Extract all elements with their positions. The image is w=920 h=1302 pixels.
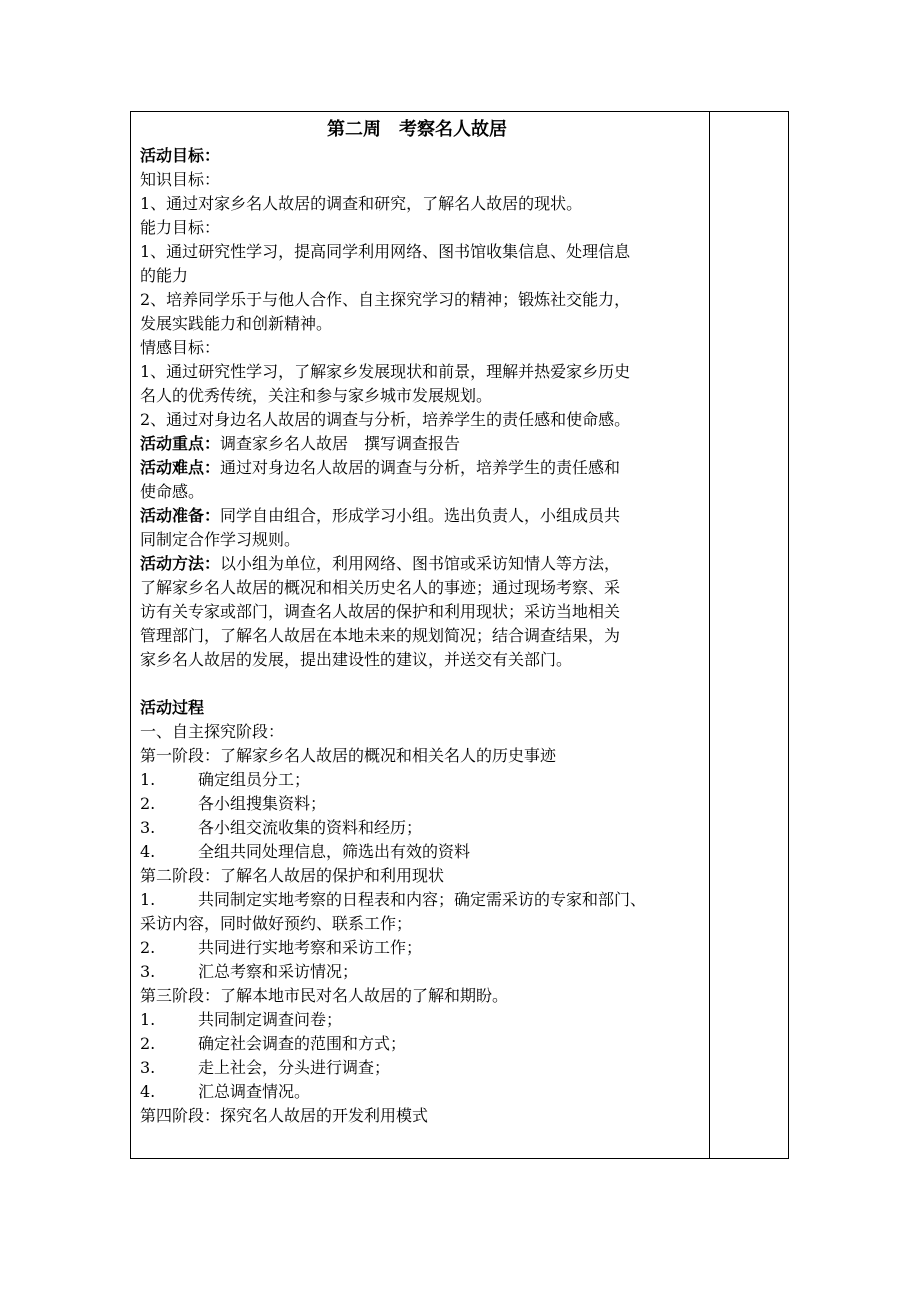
stage-3-step: 1. 共同制定调查问卷； — [140, 1010, 343, 1029]
stage-1-step: 4. 全组共同处理信息，筛选出有效的资料 — [140, 842, 471, 861]
stage-3-step: 4. 汇总调查情况。 — [140, 1082, 311, 1101]
stage-1-step: 2. 各小组搜集资料； — [140, 794, 327, 813]
key-points-row — [140, 432, 710, 456]
preparation-text-cont: 同制定合作学习规则。 — [140, 530, 301, 549]
spacer — [140, 672, 710, 696]
knowledge-heading: 知识目标： — [140, 170, 221, 189]
emotion-heading: 情感目标： — [140, 338, 221, 357]
stage-2-step: 2. 共同进行实地考察和采访工作； — [140, 938, 423, 957]
stage-2-title: 第二阶段：了解名人故居的保护和利用现状 — [140, 866, 445, 885]
preparation-label: 活动准备： — [140, 506, 221, 525]
ability-item-2-cont: 发展实践能力和创新精神。 — [140, 314, 333, 333]
difficulty-label: 活动难点： — [140, 458, 221, 477]
stage-2-step: 1. 共同制定实地考察的日程表和内容；确定需采访的专家和部门、 — [140, 890, 647, 909]
emotion-item-1-cont: 名人的优秀传统，关注和参与家乡城市发展规划。 — [140, 386, 493, 405]
method-label: 活动方法： — [140, 554, 221, 573]
stage-2-step: 3. 汇总考察和采访情况； — [140, 962, 359, 981]
method-text: 以小组为单位，利用网络、图书馆或采访知情人等方法， — [220, 554, 621, 573]
page-title: 第二周 考察名人故居 — [327, 119, 507, 140]
main-content-cell — [140, 116, 710, 1128]
ability-item-2: 2、培养同学乐于与他人合作、自主探究学习的精神；锻炼社交能力， — [140, 290, 631, 309]
stage-4-title: 第四阶段：探究名人故居的开发利用模式 — [140, 1106, 429, 1125]
difficulty-text: 通过对身边名人故居的调查与分析，培养学生的责任感和 — [220, 458, 621, 477]
emotion-item-2: 2、通过对身边名人故居的调查与分析，培养学生的责任感和使命感。 — [140, 410, 631, 429]
stage-3-title: 第三阶段：了解本地市民对名人故居的了解和期盼。 — [140, 986, 509, 1005]
method-text-line-5: 家乡名人故居的发展，提出建设性的建议，并送交有关部门。 — [140, 650, 573, 669]
stage-3-step: 2. 确定社会调查的范围和方式； — [140, 1034, 407, 1053]
stage-1-step: 1. 确定组员分工； — [140, 770, 311, 789]
method-text-line-2: 了解家乡名人故居的概况和相关历史名人的事迹；通过现场考察、采 — [140, 578, 621, 597]
ability-item-1-cont: 的能力 — [140, 266, 189, 285]
difficulty-text-cont: 使命感。 — [140, 482, 205, 501]
process-heading: 活动过程 — [140, 698, 205, 717]
preparation-row — [140, 504, 710, 528]
method-row — [140, 552, 710, 576]
stage-1-step: 3. 各小组交流收集的资料和经历； — [140, 818, 423, 837]
preparation-text: 同学自由组合，形成学习小组。选出负责人，小组成员共 — [220, 506, 621, 525]
goals-heading: 活动目标： — [140, 146, 221, 165]
emotion-item-1: 1、通过研究性学习，了解家乡发展现状和前景，理解并热爱家乡历史 — [140, 362, 631, 381]
difficulty-row — [140, 456, 710, 480]
lesson-plan-table — [130, 111, 789, 1159]
method-text-line-4: 管理部门，了解名人故居在本地未来的规划简况；结合调查结果，为 — [140, 626, 621, 645]
key-points-label: 活动重点： — [140, 434, 221, 453]
stage-3-step: 3. 走上社会，分头进行调查； — [140, 1058, 391, 1077]
method-text-line-3: 访有关专家或部门，调查名人故居的保护和利用现状；采访当地相关 — [140, 602, 621, 621]
knowledge-item: 1、通过对家乡名人故居的调查和研究，了解名人故居的现状。 — [140, 194, 583, 213]
ability-item-1: 1、通过研究性学习，提高同学利用网络、图书馆收集信息、处理信息 — [140, 242, 631, 261]
section-1-heading: 一、自主探究阶段： — [140, 722, 285, 741]
key-points-text: 调查家乡名人故居 撰写调查报告 — [220, 434, 461, 453]
stage-1-title: 第一阶段：了解家乡名人故居的概况和相关名人的历史事迹 — [140, 746, 557, 765]
ability-heading: 能力目标： — [140, 218, 221, 237]
stage-2-step-cont: 采访内容，同时做好预约、联系工作； — [140, 914, 413, 933]
